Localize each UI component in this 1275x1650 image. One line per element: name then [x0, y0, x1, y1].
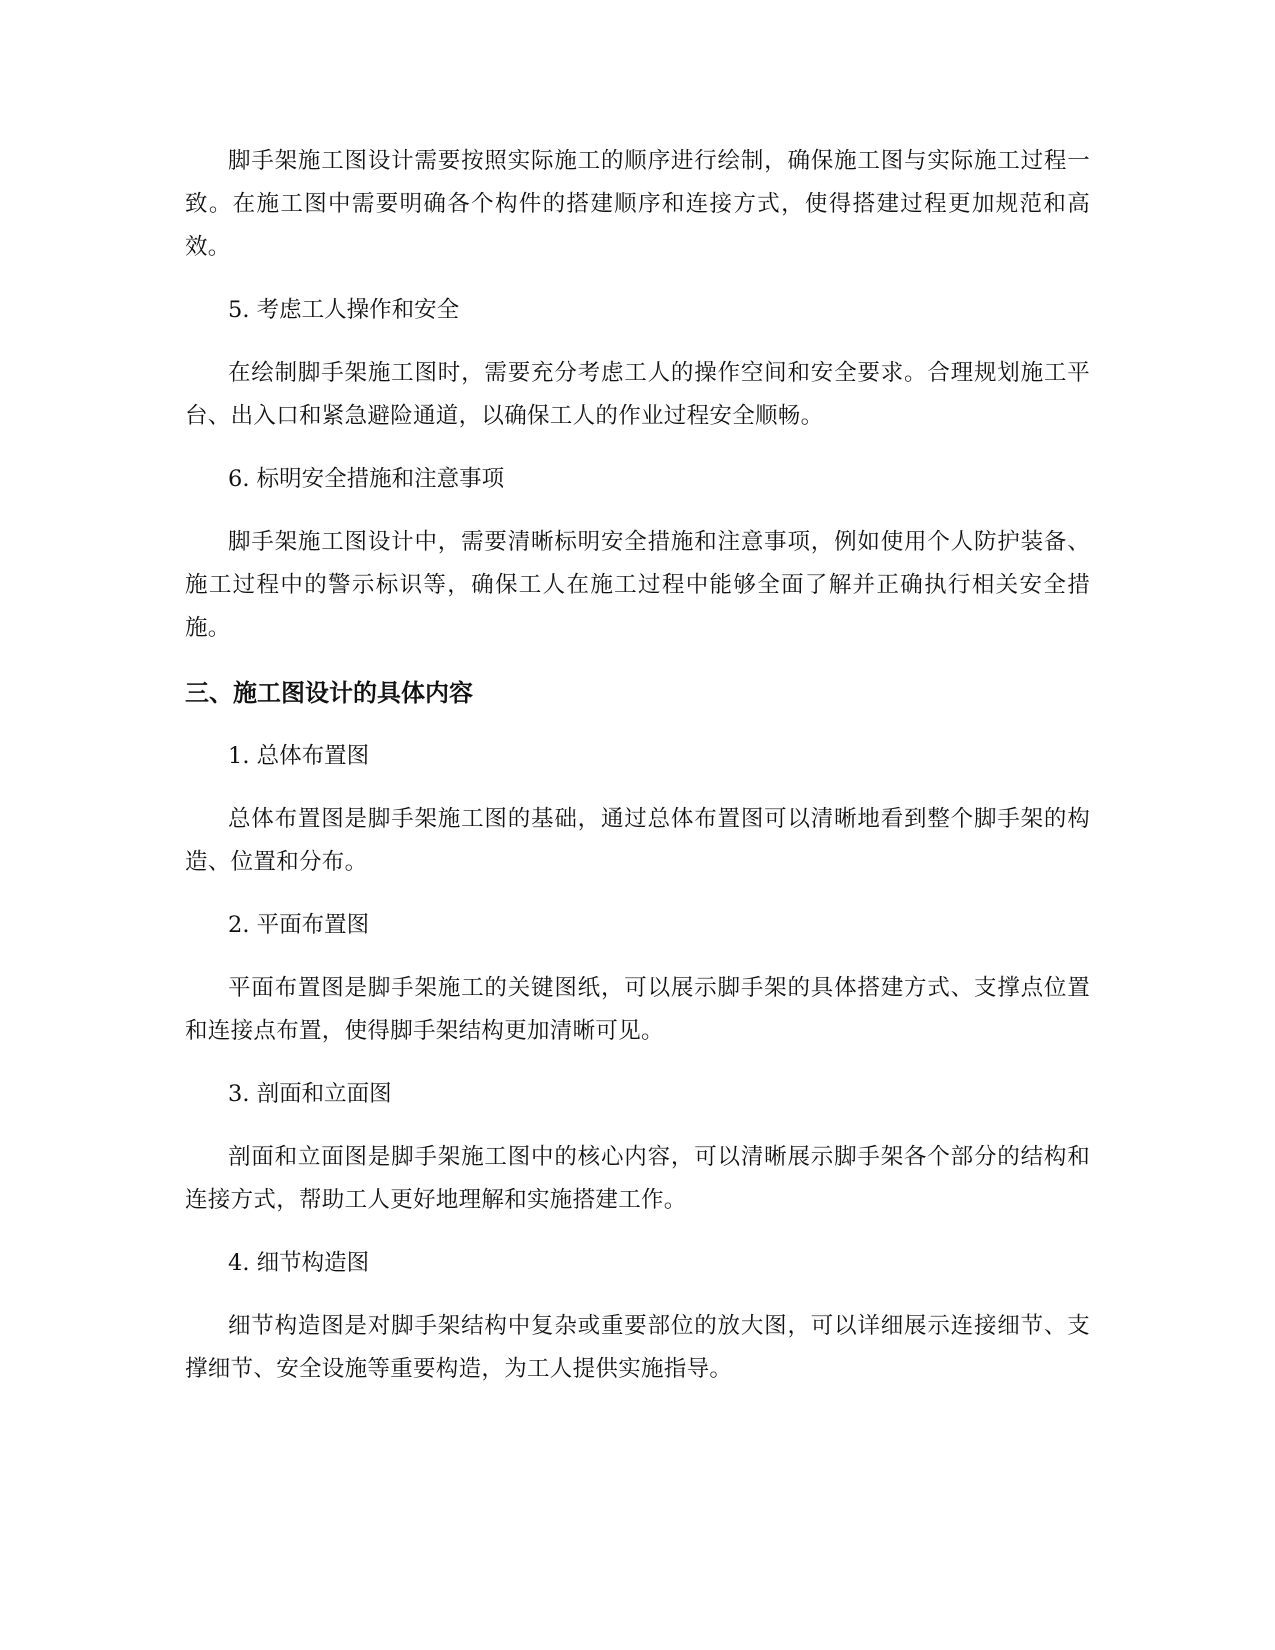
paragraph-plan-layout: 平面布置图是脚手架施工的关键图纸，可以展示脚手架的具体搭建方式、支撑点位置和连接点布置，使得脚手架结构更加清晰可见。 [185, 975, 1090, 1044]
list-item-safety-measures: 6. 标明安全措施和注意事项 [228, 466, 505, 492]
list-item-plan-layout: 2. 平面布置图 [228, 912, 370, 938]
list-item-detail-drawing: 4. 细节构造图 [228, 1250, 370, 1276]
section-heading: 三、施工图设计的具体内容 [185, 679, 473, 707]
paragraph-drawing-sequence: 脚手架施工图设计需要按照实际施工的顺序进行绘制，确保施工图与实际施工过程一致。在施工图中需要明确各个构件的搭建顺序和连接方式，使得搭建过程更加规范和高效。 [185, 148, 1090, 260]
document-page [185, 140, 1090, 1411]
paragraph-section-elevation: 剖面和立面图是脚手架施工图中的核心内容，可以清晰展示脚手架各个部分的结构和连接方式，帮助工人更好地理解和实施搭建工作。 [185, 1144, 1090, 1213]
paragraph-safety-measures: 脚手架施工图设计中，需要清晰标明安全措施和注意事项，例如使用个人防护装备、施工过程中的警示标识等，确保工人在施工过程中能够全面了解并正确执行相关安全措施。 [185, 529, 1090, 641]
list-item-section-elevation: 3. 剖面和立面图 [228, 1081, 392, 1107]
paragraph-worker-safety: 在绘制脚手架施工图时，需要充分考虑工人的操作空间和安全要求。合理规划施工平台、出入口和紧急避险通道，以确保工人的作业过程安全顺畅。 [185, 360, 1090, 429]
paragraph-general-layout: 总体布置图是脚手架施工图的基础，通过总体布置图可以清晰地看到整个脚手架的构造、位置和分布。 [185, 806, 1090, 875]
list-item-general-layout: 1. 总体布置图 [228, 743, 370, 769]
list-item-worker-safety: 5. 考虑工人操作和安全 [228, 297, 460, 323]
paragraph-detail-drawing: 细节构造图是对脚手架结构中复杂或重要部位的放大图，可以详细展示连接细节、支撑细节、安全设施等重要构造，为工人提供实施指导。 [185, 1313, 1090, 1382]
